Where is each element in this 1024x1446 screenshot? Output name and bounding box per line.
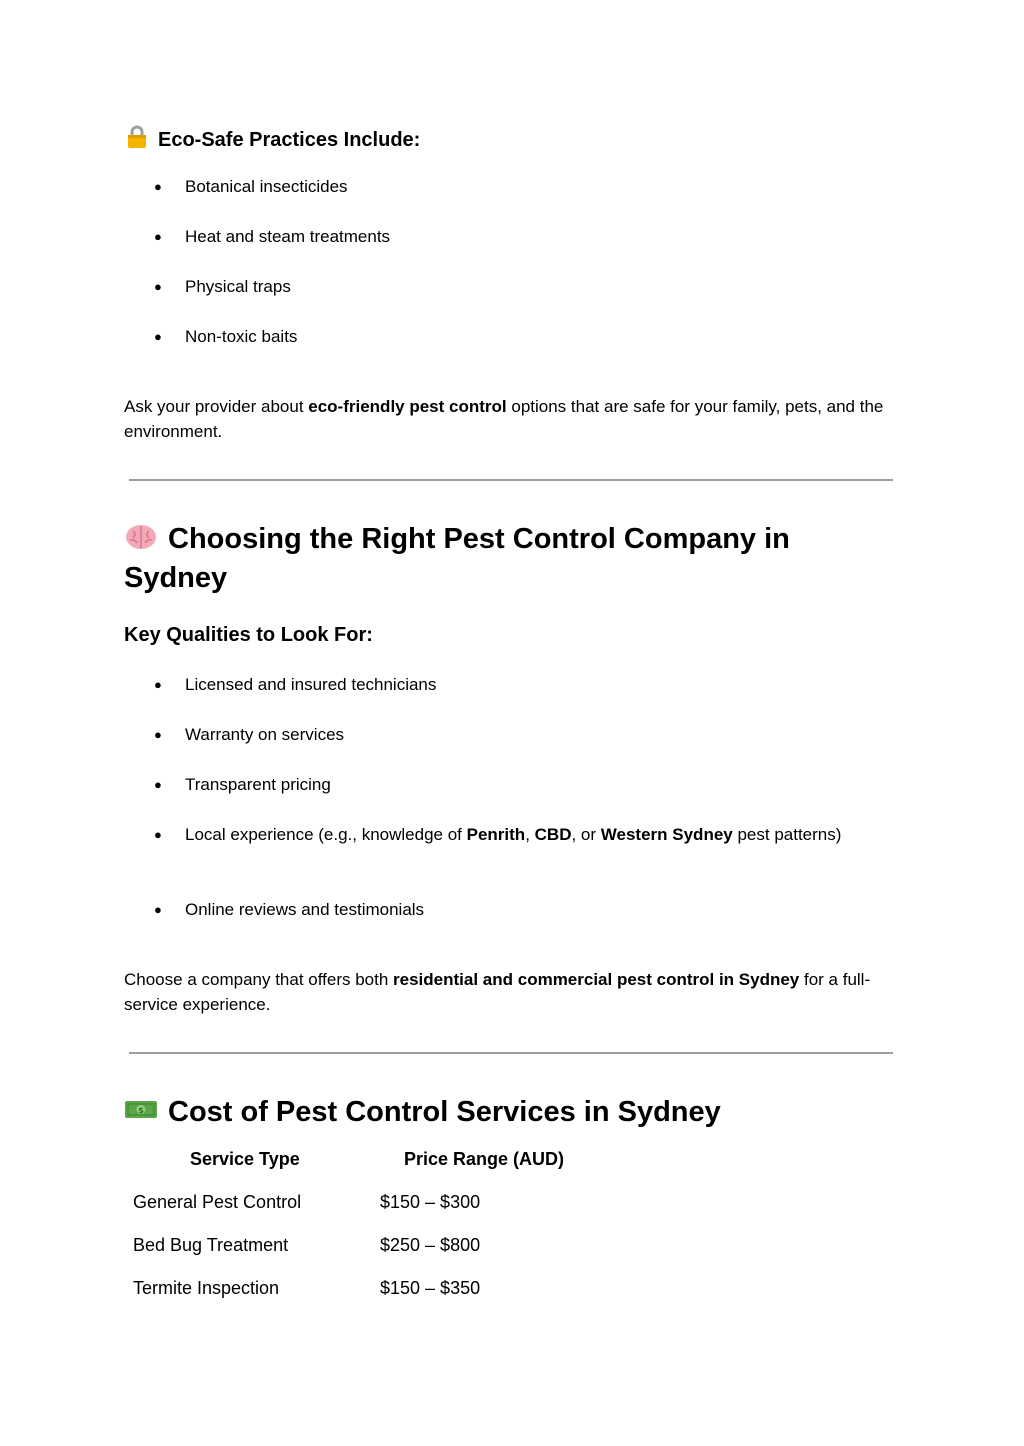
eco-paragraph: Ask your provider about eco-friendly pest control options that are safe for your family, pets, and the environment. bbox=[124, 397, 884, 441]
money-icon bbox=[124, 1092, 158, 1126]
table-cell-price: $250 – $800 bbox=[380, 1235, 481, 1255]
brain-icon bbox=[124, 519, 158, 553]
table-cell-price: $150 – $350 bbox=[380, 1278, 481, 1298]
cost-heading bbox=[124, 1092, 844, 1132]
table-cell-service: General Pest Control bbox=[133, 1192, 302, 1212]
table-cell-price: $150 – $300 bbox=[380, 1192, 481, 1212]
choosing-paragraph: Choose a company that offers both residential and commercial pest control in Sydney for a full-service experience. bbox=[124, 970, 871, 1014]
svg-text:$: $ bbox=[138, 1106, 144, 1115]
horizontal-divider bbox=[129, 1052, 893, 1054]
choosing-heading-text: Choosing the Right Pest Control Company in Sydney bbox=[124, 523, 790, 594]
eco-safe-heading bbox=[124, 124, 420, 153]
table-cell-service: Bed Bug Treatment bbox=[133, 1235, 289, 1255]
table-header-service-type: Service Type bbox=[190, 1149, 300, 1169]
choosing-heading bbox=[124, 519, 844, 598]
key-qualities-heading: Key Qualities to Look For: bbox=[124, 624, 373, 646]
table-header-price-range: Price Range (AUD) bbox=[404, 1149, 565, 1169]
lock-icon bbox=[124, 124, 150, 150]
eco-safe-heading-text: Eco-Safe Practices Include: bbox=[158, 129, 421, 151]
table-cell-service: Termite Inspection bbox=[133, 1278, 280, 1298]
cost-heading-text: Cost of Pest Control Services in Sydney bbox=[168, 1096, 721, 1128]
horizontal-divider bbox=[129, 479, 893, 481]
